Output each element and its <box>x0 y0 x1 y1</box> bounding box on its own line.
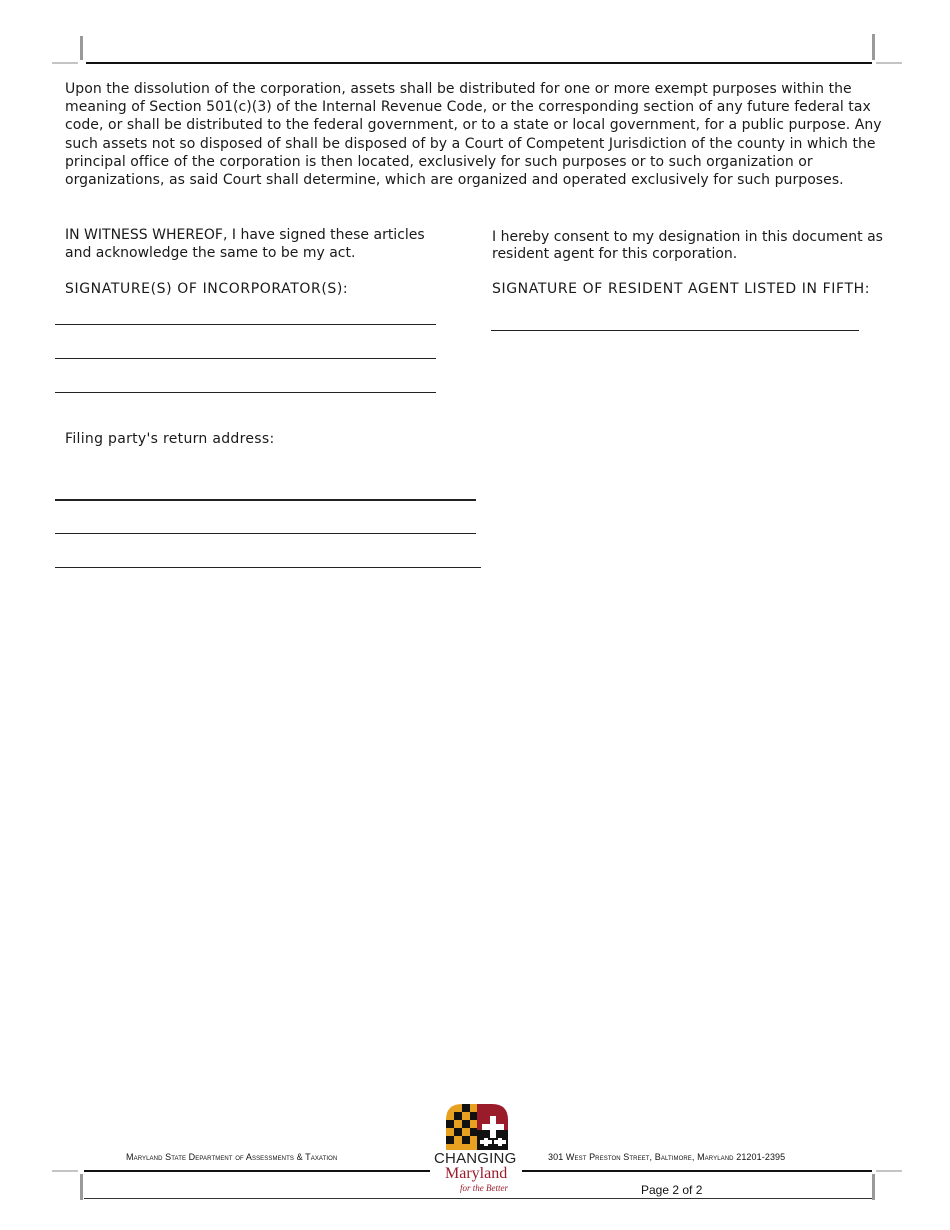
maryland-flag-mark-icon <box>444 1102 510 1150</box>
logo-text-changing: CHANGING <box>434 1150 517 1167</box>
dissolution-paragraph: Upon the dissolution of the corporation, assets shall be distributed for one or more exempt purposes within the meaning of Section 501(c)(3) of the Internal Revenue Code, or the corresponding section of any future federal tax code, or shall be distributed to the federal government, or to a state or local government, for a public purpose. Any such assets not so disposed of shall be disposed of by a Court of Competent Jurisdiction of the county in which the principal office of the corporation is then located, exclusively for such purposes or to such organization or organizations, as said Court shall determine, which are organized and operated exclusively for such purposes. <box>65 81 882 189</box>
incorporator-signature-line[interactable] <box>55 358 436 359</box>
footer-address: 301 West Preston Street, Baltimore, Maryland 21201-2395 <box>548 1152 786 1162</box>
incorporator-signature-heading: SIGNATURE(S) OF INCORPORATOR(S): <box>65 281 349 297</box>
crop-mark-top-left-horizontal <box>52 62 78 64</box>
footer-department: Maryland State Department of Assessments & Taxation <box>126 1152 338 1162</box>
footer-rule <box>84 1170 430 1172</box>
return-address-label: Filing party's return address: <box>65 431 275 447</box>
incorporator-signature-line[interactable] <box>55 392 436 393</box>
page-number: Page 2 of 2 <box>641 1183 703 1197</box>
crop-mark-top-left-vertical <box>80 36 83 60</box>
agent-consent-line-2: resident agent for this corporation. <box>492 246 738 262</box>
crop-mark-top-right-vertical <box>872 34 875 60</box>
witness-statement-line-1: IN WITNESS WHEREOF, I have signed these articles <box>65 227 425 243</box>
crop-mark-bottom-right-horizontal <box>876 1170 902 1172</box>
crop-mark-top-right-horizontal <box>876 62 902 64</box>
crop-mark-bottom-right-vertical <box>872 1174 875 1200</box>
logo-text-for-the-better: for the Better <box>460 1183 508 1193</box>
return-address-line[interactable] <box>55 499 476 501</box>
crop-mark-bottom-left-vertical <box>80 1174 83 1200</box>
footer-rule <box>522 1170 872 1172</box>
logo-text-maryland: Maryland <box>445 1165 508 1182</box>
changing-maryland-logo <box>434 1102 524 1198</box>
agent-consent-line-1: I hereby consent to my designation in this document as <box>492 229 883 245</box>
return-address-line[interactable] <box>55 533 476 534</box>
footer-bottom-rule <box>84 1198 872 1199</box>
resident-agent-signature-line[interactable] <box>491 330 859 331</box>
witness-statement-line-2: and acknowledge the same to be my act. <box>65 245 356 261</box>
incorporator-signature-line[interactable] <box>55 324 436 325</box>
return-address-line[interactable] <box>55 567 481 568</box>
crop-mark-bottom-left-horizontal <box>52 1170 78 1172</box>
header-rule <box>86 62 872 64</box>
resident-agent-signature-heading: SIGNATURE OF RESIDENT AGENT LISTED IN FIFTH: <box>492 281 871 297</box>
